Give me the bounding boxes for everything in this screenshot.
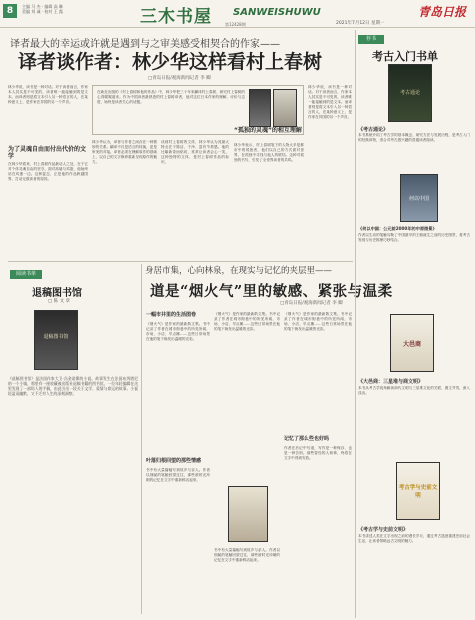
main-subhead-2: “孤独的灵魂”的相互理解 [234, 127, 302, 134]
essay-book-cover [228, 486, 268, 542]
column-divider [141, 264, 142, 614]
cover-title-text: 退稿图书馆 [43, 334, 69, 340]
sidebar-book-3-text: 本书从考古学视角解读商代文明与三星堆文化的关联，图文并茂，深入浅出。 [358, 386, 470, 395]
sidebar-book-3-title: 《大邑商：三星堆与商文明》 [358, 379, 424, 385]
sidebar-book-4-title: 《考古学与史前文明》 [358, 527, 409, 533]
main-intro-text: 在新近出版的《村上春树和他的作品》中，林少华把三十年来翻译村上春树、研究村上春树的心得娓娓道来。作为中国读者最熟悉的村上春树译者，他对这位日本作家的理解、评价与态度，始终是读者关心的话题。 [97, 90, 245, 104]
sidebar-book-1-text: 本书系统介绍了考古学的基本概念、研究方法与发展历程，是考古入门的经典读物，适合对考古感兴趣的普通读者阅读。 [358, 133, 470, 142]
sidebar-book-1-title: 《考古通论》 [358, 127, 389, 133]
sidebar-cover-3 [390, 314, 434, 372]
main-column-1-a: 林少华说，读书是一种对话。对于读者而言，作家本人其实是不可见的，读者唯一能接触到的是文本。而译者则是将文本引入另一种语言的人，在某种意义上，是作家在异国的另一个声音。 [8, 85, 88, 104]
book-list-tag: 阅读书单 [10, 270, 42, 279]
book-review-body: 《退稿图书馆》是法国作家大卫·冯金诺斯的小说。故事发生在法国布列塔尼的一个小镇，那里有一座收藏被出版社退稿书籍的图书馆。一位年轻编辑在这里发现了一部惊人的手稿，由此引出一段关于文学、爱情与命运的故事。小说轻盈而幽默，又不乏对人生的深刻洞察。 [8, 376, 138, 396]
sidebar-tag: 荐书 [358, 35, 384, 44]
editor-line-2: 美编 刘 诚 · 校对 王 露 [22, 9, 63, 14]
bottom-subhead-1: 一幅市井里的生活图卷 [146, 312, 197, 318]
sidebar-book-2-text: 作者以生动的笔触勾勒了中国最早的王朝诞生之前的历史图景，将考古发现与历史推理巧妙结合。 [358, 233, 470, 242]
bottom-headline: 道是“烟火气”里的敏感、紧张与温柔 [150, 283, 393, 300]
sidebar-cover-1 [388, 64, 432, 122]
sidebar-cover-4 [396, 462, 440, 520]
bottom-byline: □青岛日报/观海新闻记者 李 卿 [280, 301, 343, 306]
sidebar-cover-2 [400, 174, 438, 222]
bottom-subhead-3: 记忆了那么些也好吗 [284, 436, 330, 442]
main-column-2: 林少华认为，译者与作者之间存在一种微妙的关系。翻译不仅是语言的转换，更是审美的对接。译者必须在理解原作的基础上，以自己的文字修养重新呈现原作的魅力。 [92, 140, 157, 164]
sidebar-cover-1-title: 考古通论 [399, 90, 420, 96]
section-divider [8, 261, 353, 262]
main-column-4: 林少华表示，村上春树笔下的人物大多是都市中的孤独者，他们以自己的方式面对世界，在孤独中寻找与他人的联结。这种对孤独的书写，引发了全世界读者的共鸣。 [234, 143, 304, 162]
book-review-title: 退稿图书馆 [32, 288, 82, 299]
editor-line-1: 主编 马 杰 · 编辑 高 琳 [22, 4, 63, 9]
book-cover-refused [34, 310, 78, 370]
main-column-1-b: 在林少华看来，村上春树作品最动人之处，在于它对个体灵魂自由的坚守。面对高墙与鸡蛋，他始终站在鸡蛋一边。这种姿态，正是他的作品跨越国界、打动无数读者的原因。 [8, 162, 88, 181]
issue-number: 第12428期 [225, 22, 246, 27]
main-headline: 译者谈作者：林少华这样看村上春树 [18, 51, 323, 73]
publish-date: 2021年7月12日 星期一 [336, 21, 385, 26]
main-column-3: 谈到村上春树的文体，林少华认为其最大特点在于简洁、干净、富有节奏感。他的比喻新奇而贴切，常常让读者会心一笑。这种独特的文体，是村上春树作品的标识。 [161, 140, 229, 164]
sidebar-cover-4-title: 考古学与史前文明 [398, 485, 438, 499]
book-cover-image [249, 89, 271, 127]
page-header [0, 0, 475, 28]
page-number: 8 [3, 4, 17, 18]
editor-credits [22, 4, 82, 14]
main-subhead-1: 为了灵魂自由而付出代价的文学 [8, 146, 87, 160]
author-photo [273, 89, 297, 127]
sidebar-book-2-title: 《何以中国：公元前2000年的中原图景》 [358, 226, 437, 231]
bottom-column-3b: 作者在后记中写道，写作是一种保存，也是一种告别。那些曾经的人和事，终将在文字中得到安放。 [284, 446, 352, 460]
sidebar-book-4-text: 本书讲述人类在文字出现之前的漫长岁月，通过考古遗迹重建史前社会生活，让读者领略远古文明的魅力。 [358, 534, 470, 543]
main-column-5: 林少华说，读书是一种对话。对于读者而言，作家本人其实是不可见的，读者唯一能接触到的是文本。而译者则是将文本引入另一种语言的人，在某种意义上，是作家在异国的另一个声音。 [308, 85, 352, 119]
bottom-column-2b: 书中有大量篇幅写到故乡与亲人。作者以细腻的笔触回望过往，那些被时光冲刷的记忆在文字中重新鲜活起来。 [214, 548, 280, 562]
bottom-column-1b: 书中有大量篇幅写到故乡与亲人。作者以细腻的笔触回望过往，那些被时光冲刷的记忆在文字中重新鲜活起来。 [146, 468, 210, 482]
bottom-column-2: 《烟火气》是作家的最新散文集。书中记录了作者在城市街巷中的所见所闻，市场、小店、早点摊……这些日常场景在他的笔下焕发出温暖的光彩。 [214, 312, 280, 331]
section-title: 三木书屋 [140, 7, 212, 27]
newspaper-logo: 青岛日报 [418, 5, 467, 19]
sidebar-cover-2-title: 何以中国 [408, 196, 429, 202]
section-title-en: SANWEISHUWU [233, 7, 321, 18]
main-kicker: 译者最大的幸运或许就是遇到与之审美感受相契合的作家—— [10, 39, 280, 50]
sidebar-cover-3-title: 大邑商 [402, 341, 421, 348]
bottom-column-1: 《烟火气》是作家的最新散文集。书中记录了作者在城市街巷中的所见所闻，市场、小店、早点摊……这些日常场景在他的笔下焕发出温暖的光彩。 [146, 322, 210, 341]
bottom-column-3: 《烟火气》是作家的最新散文集。书中记录了作者在城市街巷中的所见所闻，市场、小店、早点摊……这些日常场景在他的笔下焕发出温暖的光彩。 [284, 312, 352, 331]
main-byline: □青岛日报/观海新闻记者 李 卿 [148, 76, 211, 81]
bottom-subhead-2: 叶落归根回望的那些情感 [146, 458, 202, 464]
bottom-kicker: 身居市集，心向林泉，在现实与记忆的夹层里—— [145, 266, 333, 276]
sidebar-title: 考古入门书单 [372, 50, 438, 63]
book-review-author: □ 陈 文 章 [48, 299, 71, 304]
